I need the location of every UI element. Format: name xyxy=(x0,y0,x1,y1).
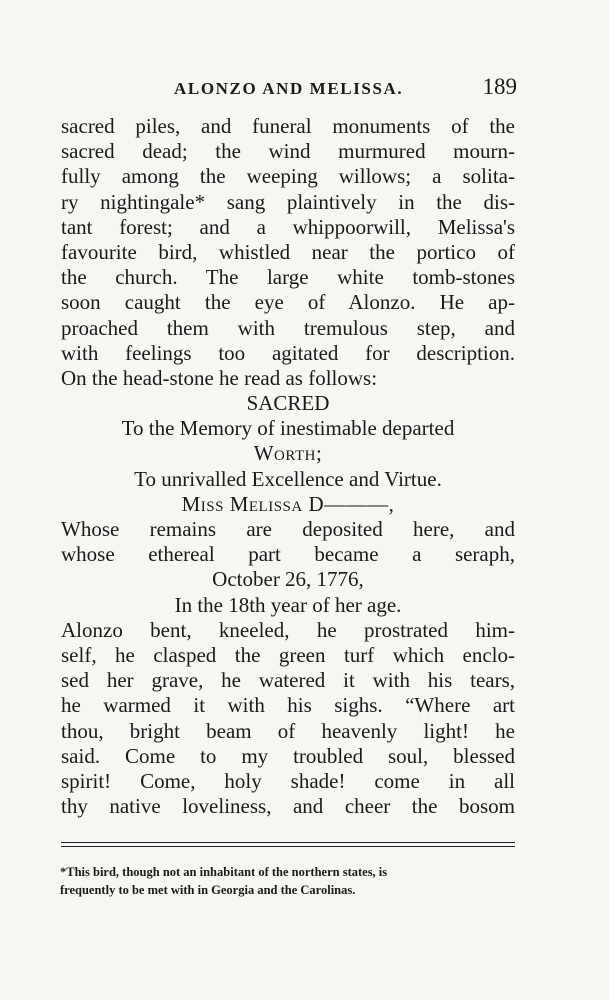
text-line: October 26, 1776, xyxy=(212,567,364,592)
text-line: Miss Melissa D———, xyxy=(181,491,395,516)
text-line: To unrivalled Excellence and Virtue. xyxy=(134,466,442,491)
text-line: Worth; xyxy=(253,441,323,466)
running-header xyxy=(62,74,517,106)
body-text xyxy=(61,114,515,819)
footnote-line: *This bird, though not an inhabitant of the northern states, is xyxy=(60,865,388,879)
text-line: with feelings too agitated for description. xyxy=(61,340,515,365)
text-line: sacred piles, and funeral monuments of the xyxy=(61,114,515,138)
text-line: the church. The large white tomb-stones xyxy=(61,265,515,290)
text-line: Whose remains are deposited here, and xyxy=(61,517,515,541)
page-number: 189 xyxy=(482,74,517,99)
running-head-title: ALONZO AND MELISSA. xyxy=(174,79,404,98)
footnote xyxy=(60,863,520,899)
text-line: spirit! Come, holy shade! come in all xyxy=(61,768,515,793)
text-line: Alonzo bent, kneeled, he prostrated him- xyxy=(61,617,515,642)
text-line: ry nightingale* sang plaintively in the dis- xyxy=(61,189,515,214)
text-line: favourite bird, whistled near the portico of xyxy=(61,239,515,264)
text-line: proached them with tremulous step, and xyxy=(61,315,515,340)
text-line: fully among the weeping willows; a solita- xyxy=(61,164,515,189)
text-line: thy native loveliness, and cheer the bosom xyxy=(61,794,515,819)
text-line: On the head-stone he read as follows: xyxy=(61,365,378,390)
text-line: self, he clasped the green turf which enclo- xyxy=(61,642,515,667)
text-line: soon caught the eye of Alonzo. He ap- xyxy=(61,290,515,315)
text-line: thou, bright beam of heavenly light! he xyxy=(61,718,515,743)
text-line: sed her grave, he watered it with his tears, xyxy=(61,668,515,693)
footnote-rule-top xyxy=(61,842,515,843)
footnote-line: frequently to be met with in Georgia and the Carolinas. xyxy=(60,883,356,897)
text-line: he warmed it with his sighs. “Where art xyxy=(61,693,515,718)
text-line: whose ethereal part became a seraph, xyxy=(61,542,515,567)
text-line: In the 18th year of her age. xyxy=(174,592,402,617)
text-line: tant forest; and a whippoorwill, Melissa's xyxy=(61,214,515,239)
text-line: said. Come to my troubled soul, blessed xyxy=(61,743,515,768)
text-line: SACRED xyxy=(246,391,330,416)
text-line: To the Memory of inestimable departed xyxy=(121,416,455,441)
text-line: sacred dead; the wind murmured mourn- xyxy=(61,139,515,164)
footnote-rule-bottom xyxy=(61,846,515,847)
